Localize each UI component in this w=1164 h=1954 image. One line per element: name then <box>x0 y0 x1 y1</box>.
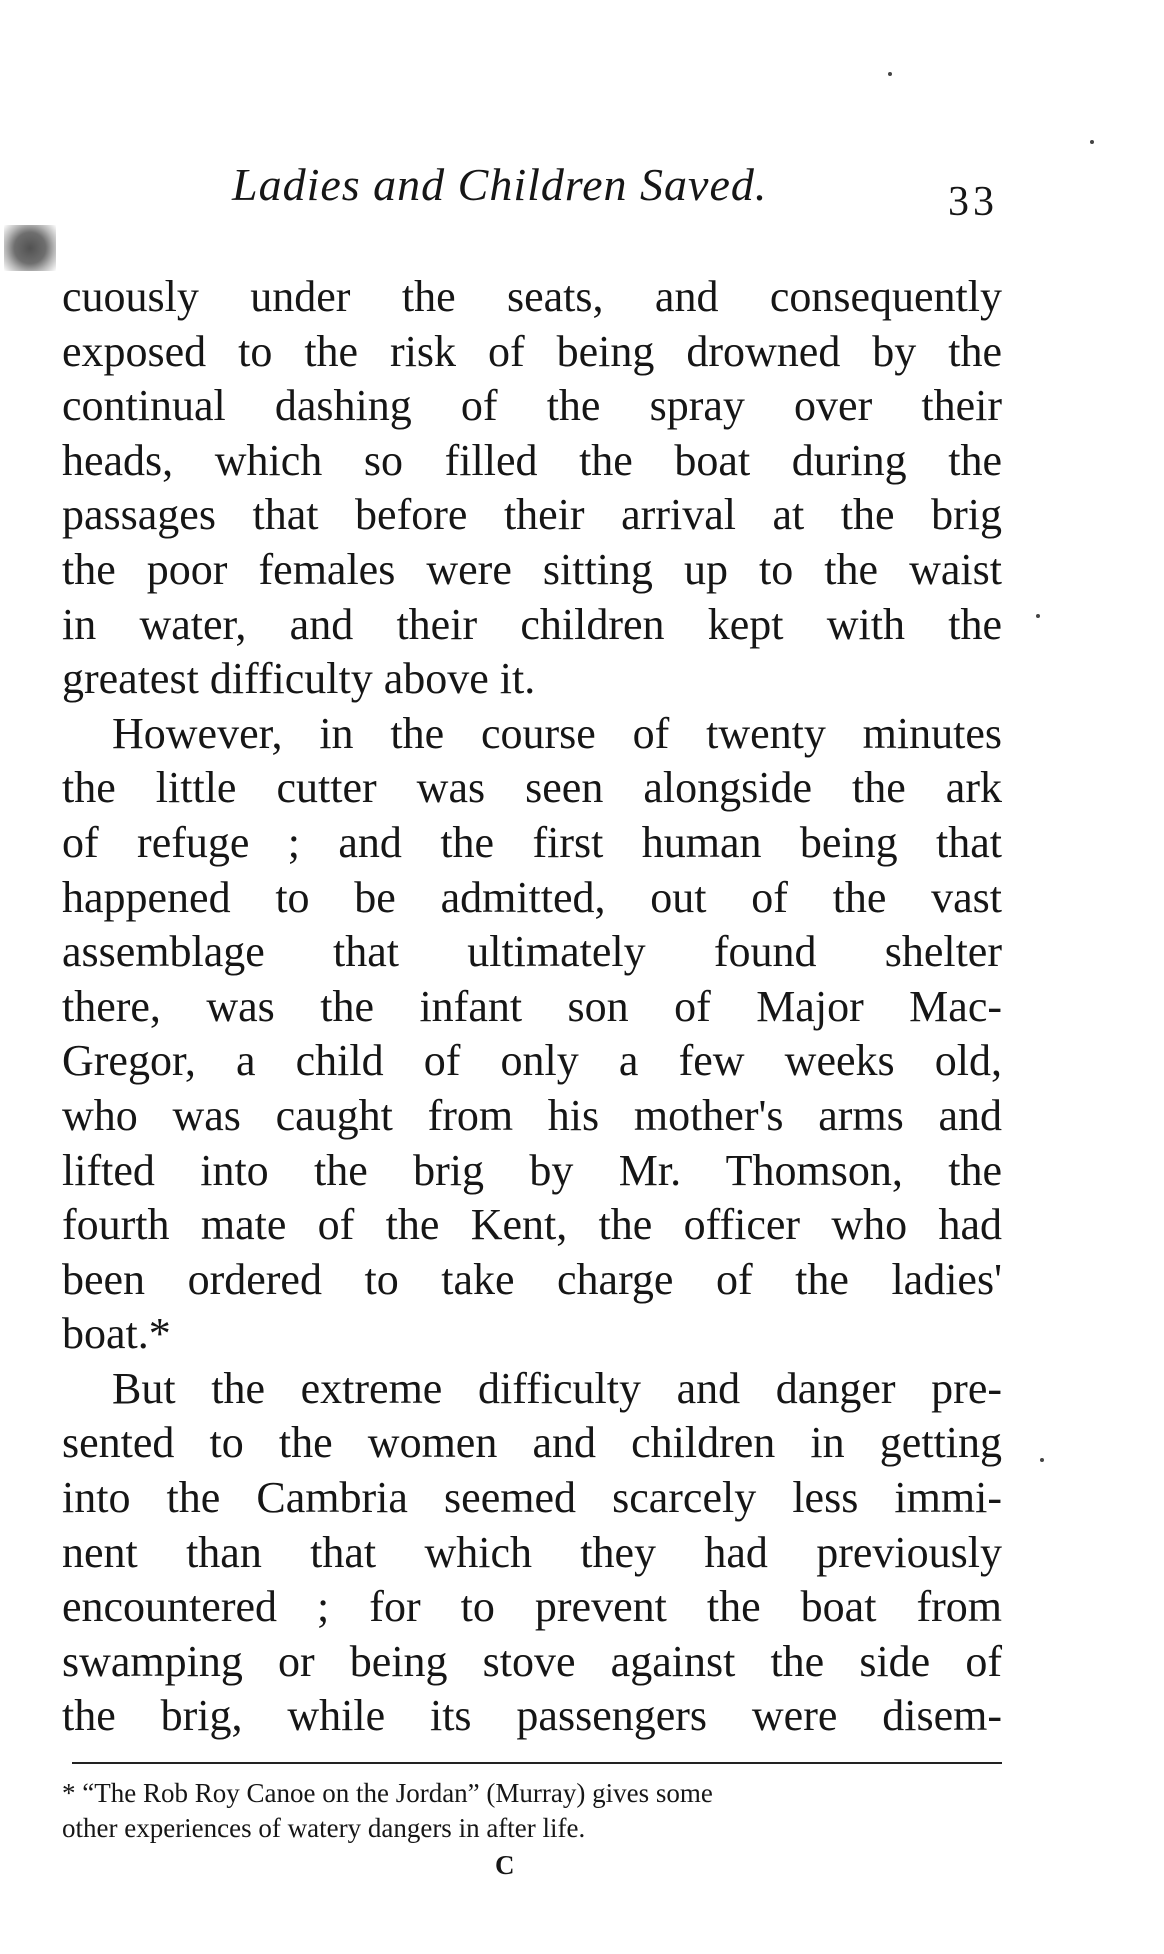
ink-speck <box>1090 140 1094 144</box>
ink-speck <box>1040 1458 1044 1462</box>
text-line: swamping or being stove against the side of <box>62 1636 1002 1686</box>
text-line: boat.* <box>62 1309 171 1359</box>
text-line: encountered ; for to prevent the boat from <box>62 1582 1002 1632</box>
page-number: 33 <box>948 179 998 225</box>
running-title: Ladies and Children Saved. <box>232 159 768 210</box>
text-line: exposed to the risk of being drowned by the <box>62 326 1002 376</box>
text-line: been ordered to take charge of the ladies' <box>62 1254 1002 1304</box>
text-line: into the Cambria seemed scarcely less immi- <box>62 1473 1002 1523</box>
text-line: of refuge ; and the first human being that <box>62 817 1002 867</box>
text-line: continual dashing of the spray over their <box>62 381 1002 431</box>
text-line: Gregor, a child of only a few weeks old, <box>62 1036 1002 1086</box>
text-line: in water, and their children kept with the <box>62 599 1002 649</box>
footnote-rule <box>72 1762 1002 1764</box>
text-line: who was caught from his mother's arms and <box>62 1090 1002 1140</box>
text-line: sented to the women and children in getting <box>62 1418 1002 1468</box>
text-line: happened to be admitted, out of the vast <box>62 872 1002 922</box>
ink-speck <box>1036 614 1040 618</box>
signature-mark: C <box>495 1850 515 1880</box>
text-line: passages that before their arrival at the brig <box>62 490 1002 540</box>
footnote-line: * “The Rob Roy Canoe on the Jordan” (Murray) gives some <box>62 1778 713 1808</box>
text-line: the brig, while its passengers were disem- <box>62 1691 1002 1741</box>
text-line: lifted into the brig by Mr. Thomson, the <box>62 1145 1002 1195</box>
text-line: nent than that which they had previously <box>62 1527 1002 1577</box>
body-text <box>62 270 1002 1744</box>
footnote-line: other experiences of watery dangers in after life. <box>62 1813 586 1843</box>
text-line: greatest difficulty above it. <box>62 654 536 704</box>
text-line: But the extreme difficulty and danger pre- <box>112 1363 1002 1413</box>
text-line: assemblage that ultimately found shelter <box>62 927 1002 977</box>
ink-speck <box>888 72 892 76</box>
text-line: the little cutter was seen alongside the ark <box>62 763 1002 813</box>
footnote <box>62 1776 1002 1846</box>
text-line: heads, which so filled the boat during the <box>62 435 1002 485</box>
ink-smudge <box>4 225 56 271</box>
text-line: the poor females were sitting up to the waist <box>62 544 1002 594</box>
text-line: cuously under the seats, and consequently <box>62 272 1002 321</box>
text-line: However, in the course of twenty minutes <box>112 708 1002 758</box>
text-line: there, was the infant son of Major Mac- <box>62 981 1002 1031</box>
text-line: fourth mate of the Kent, the officer who had <box>62 1200 1002 1250</box>
